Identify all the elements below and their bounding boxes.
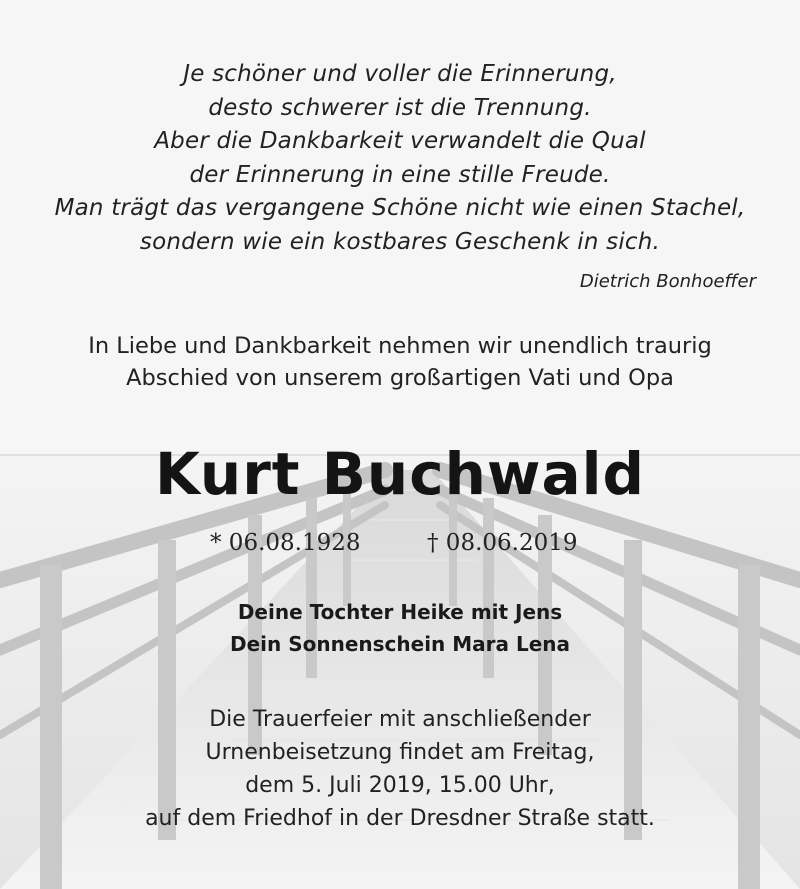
- poem-quote: [0, 58, 800, 260]
- poem-line: desto schwerer ist die Trennung.: [208, 94, 592, 121]
- deceased-name: Kurt Buchwald: [154, 440, 646, 508]
- poem-line: Je schöner und voller die Erinnerung,: [183, 61, 617, 87]
- poem-line: Man trägt das vergangene Schöne nicht wie einen Stachel,: [54, 195, 746, 222]
- service-line: auf dem Friedhof in der Dresdner Straße statt.: [145, 806, 655, 831]
- death-date: † 08.06.2019: [427, 530, 578, 556]
- poem-author: Dietrich Bonhoeffer: [579, 271, 756, 292]
- family-signature: [0, 596, 800, 660]
- life-dates: [0, 525, 800, 561]
- service-line: Die Trauerfeier mit anschließender: [209, 707, 591, 732]
- family-line: Dein Sonnenschein Mara Lena: [229, 632, 571, 656]
- funeral-service-info: [0, 703, 800, 835]
- birth-date: * 06.08.1928: [210, 530, 361, 556]
- poem-line: sondern wie ein kostbares Geschenk in sich.: [139, 228, 661, 255]
- poem-line: Aber die Dankbarkeit verwandelt die Qual: [154, 128, 646, 155]
- service-line: dem 5. Juli 2019, 15.00 Uhr,: [245, 773, 555, 798]
- intro-text: [0, 330, 800, 394]
- intro-line: In Liebe und Dankbarkeit nehmen wir unendlich traurig: [88, 333, 712, 359]
- service-line: Urnenbeisetzung findet am Freitag,: [205, 740, 595, 765]
- poem-line: der Erinnerung in eine stille Freude.: [189, 161, 611, 188]
- intro-line: Abschied von unserem großartigen Vati und Opa: [126, 365, 674, 391]
- family-line: Deine Tochter Heike mit Jens: [237, 600, 563, 624]
